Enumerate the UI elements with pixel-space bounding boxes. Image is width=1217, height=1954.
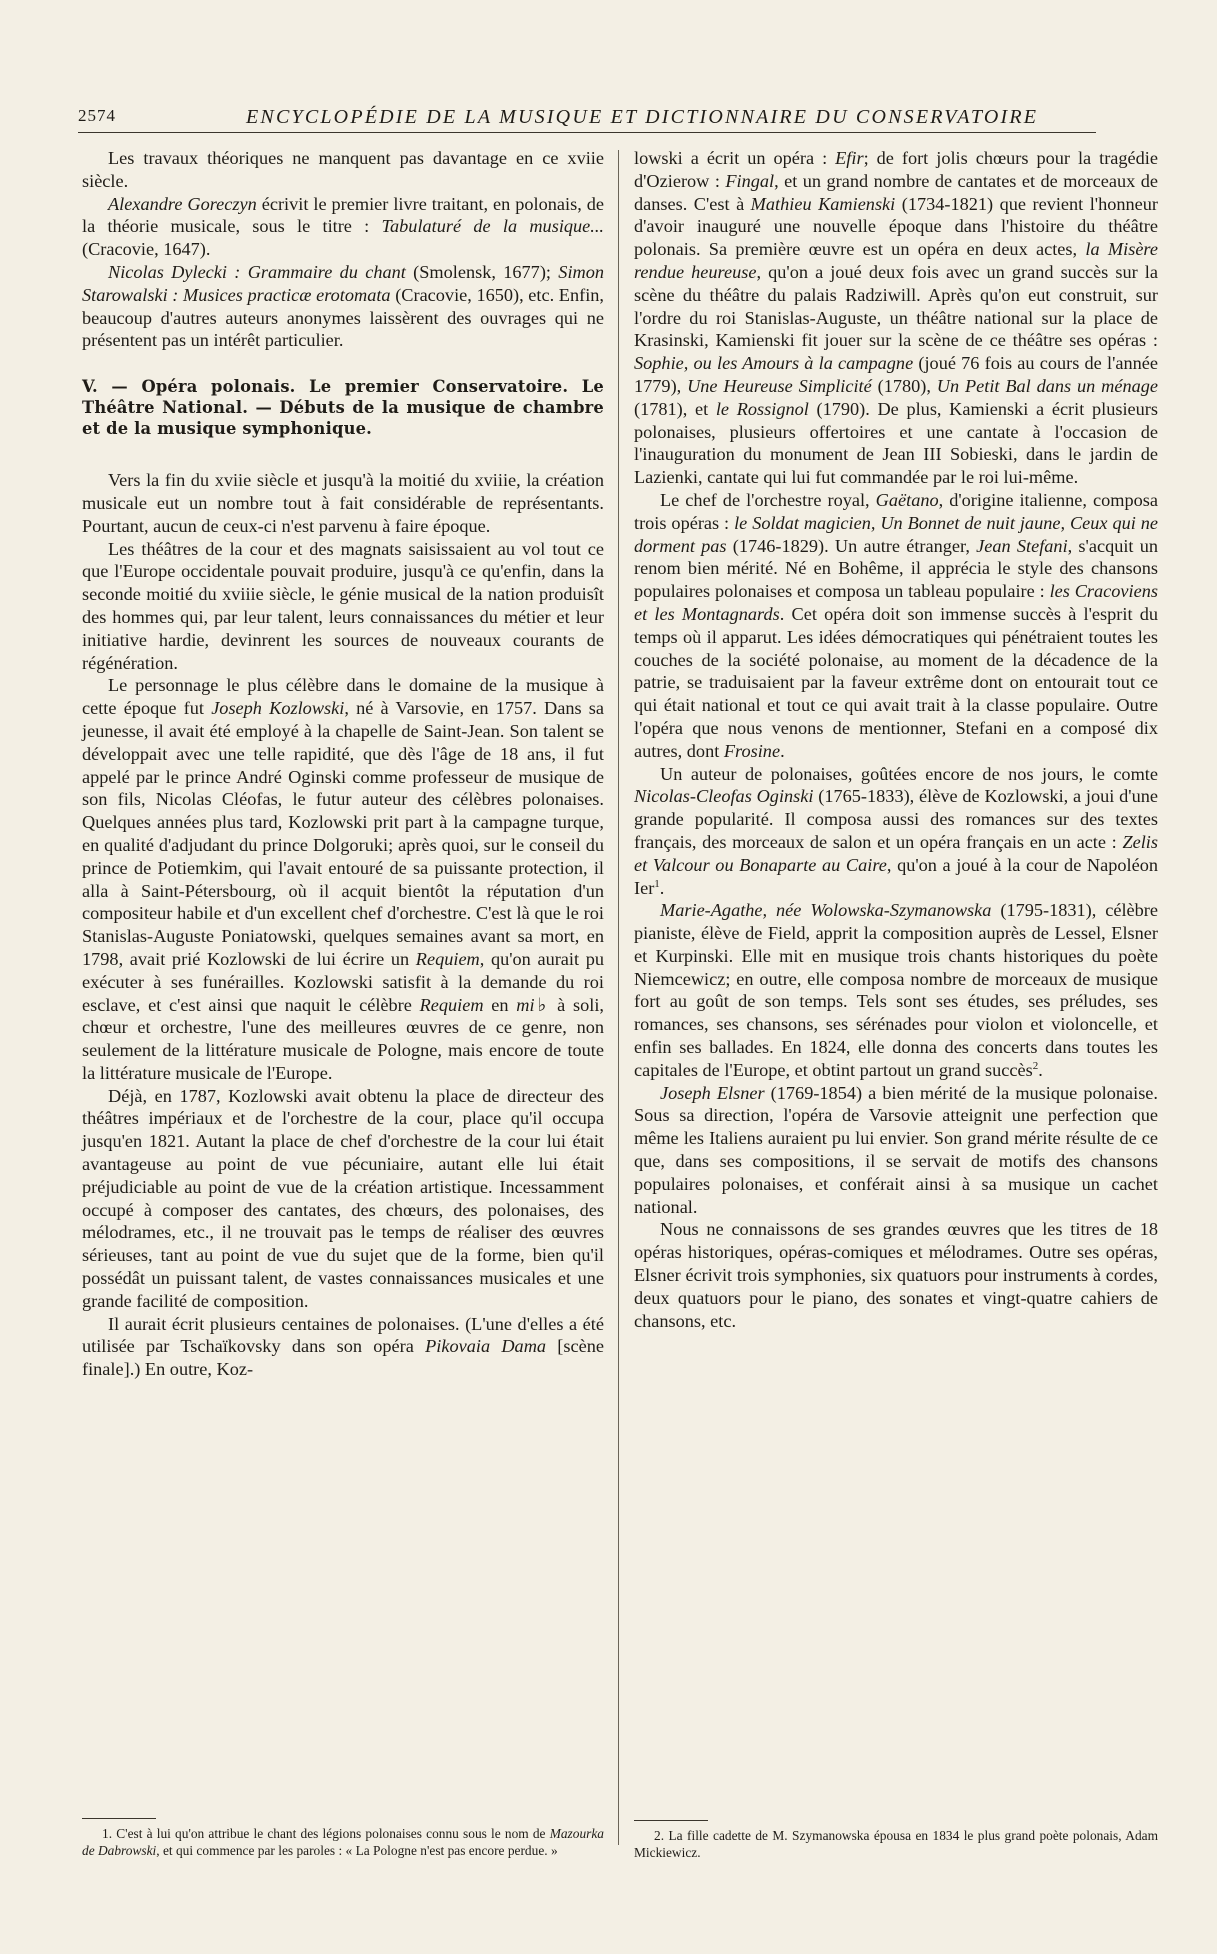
paragraph: Marie-Agathe, née Wolowska-Szymanowska (1795-1831), célèbre pianiste, élève de Field, apprit la composition auprès de Lessel, Elsner et Kurpinski. Elle mit en musique trois chants historiques du poète Niemcewicz; en outre, elle composa nombre de morceaux de musique fort au goût de son temps. Tels sont ses études, ses préludes, ses romances, ses chansons, ses sérénades pour violon et violoncelle, et enfin ses ballades. En 1824, elle donna des concerts dans toutes les capitales de l'Europe, et obtint partout un grand succès$^2$.: [634, 900, 1158, 1080]
page-header: [78, 106, 1096, 132]
paragraph: Nicolas Dylecki : Grammaire du chant (Smolensk, 1677); Simon Starowalski : Musices practicæ erotomata (Cracovie, 1650), etc. Enfin, beaucoup d'autres auteurs anonymes laissèrent des ouvrages qui ne présentent pas un intérêt particulier.: [82, 261, 604, 351]
column-divider: [618, 150, 619, 1845]
section-heading: V. — Opéra polonais. Le premier Conservatoire. Le Théâtre National. — Débuts de la musique de chambre et de la musique symphonique.: [82, 377, 604, 439]
running-title: ENCYCLOPÉDIE DE LA MUSIQUE ET DICTIONNAIRE DU CONSERVATOIRE: [246, 106, 1039, 128]
footnote-ref: 2: [1032, 1059, 1039, 1072]
right-column: [634, 147, 1158, 1332]
paragraph: Nous ne connaissons de ses grandes œuvres que les titres de 18 opéras historiques, opéras-comiques et mélodrames. Outre ses opéras, Elsner écrivit trois symphonies, six quatuors pour instruments à cordes, deux quatuors pour le piano, des sonates et vingt-quatre cahiers de chansons, etc.: [634, 1219, 1158, 1331]
footnote-ref: 1: [654, 877, 660, 890]
paragraph: Déjà, en 1787, Kozlowski avait obtenu la place de directeur des théâtres impériaux et de l'orchestre de la cour, place qu'il occupa jusqu'en 1821. Autant la place de chef d'orchestre de la cour lui était avantageuse au point de vue pécuniaire, autant elle lui était préjudiciable au point de vue de la création artistique. Incessamment occupé à composer des cantates, des chœurs, des polonaises, des mélodrames, etc., il ne trouvait pas le temps de réaliser des œuvres sérieuses, tant au point de vue du sujet que de la forme, bien qu'il possédât un puissant talent, de vastes connaissances musicales et une grande facilité de composition.: [82, 1085, 604, 1311]
page-number: 2574: [78, 106, 116, 125]
left-column: [82, 147, 604, 1381]
footnote-rule: [634, 1820, 708, 1821]
paragraph: Un auteur de polonaises, goûtées encore de nos jours, le comte Nicolas-Cleofas Oginski (1765-1833), élève de Kozlowski, a joui d'une grande popularité. Il composa aussi des romances sur des textes français, des morceaux de salon et un opéra français en un acte : Zelis et Valcour ou Bonaparte au Caire, qu'on a joué à la cour de Napoléon Ier$^1$.: [634, 763, 1158, 898]
paragraph: Le chef de l'orchestre royal, Gaëtano, d'origine italienne, composa trois opéras : le Soldat magicien, Un Bonnet de nuit jaune, Ceux qui ne dorment pas (1746-1829). Un autre étranger, Jean Stefani, s'acquit un renom bien mérité. Né en Bohême, il apprécia le style des chansons populaires polonaises et composa un tableau populaire : les Cracoviens et les Montagnards. Cet opéra doit son immense succès à l'esprit du temps où il apparut. Les idées démocratiques qui pénétraient toutes les couches de la société polonaise, au moment de la décadence de la patrie, se traduisaient par la faveur extrême dont on entourait tout ce qui était national et tout ce qui avait trait à la classe populaire. Outre l'opéra que nous venons de mentionner, Stefani en a composé dix autres, dont Frosine.: [634, 489, 1159, 761]
footnote-2: 2. La fille cadette de M. Szymanowska épousa en 1834 le plus grand poète polonais, Adam Mickiewicz.: [634, 1828, 1158, 1860]
paragraph: Les théâtres de la cour et des magnats saisissaient au vol tout ce que l'Europe occidentale pouvait produire, jusqu'à ce qu'enfin, dans la seconde moitié du xviiie siècle, le génie musical de la nation produisît des hommes qui, par leur talent, leurs connaissances du métier et leur initiative hardie, devinrent les sources de nouveaux courants de régénération.: [82, 538, 604, 673]
paragraph: Alexandre Goreczyn écrivit le premier livre traitant, en polonais, de la théorie musicale, sous le titre : Tabulaturé de la musique... (Cracovie, 1647).: [82, 193, 604, 260]
footnote-left: [82, 1818, 604, 1859]
paragraph: Vers la fin du xviie siècle et jusqu'à la moitié du xviiie, la création musicale eut un nombre tout à fait considérable de représentants. Pourtant, aucun de ceux-ci n'est parvenu à faire époque.: [82, 470, 604, 536]
paragraph: Les travaux théoriques ne manquent pas davantage en ce xviie siècle.: [82, 148, 604, 191]
paragraph: Il aurait écrit plusieurs centaines de polonaises. (L'une d'elles a été utilisée par Tschaïkovsky dans son opéra Pikovaia Dama [scène finale].) En outre, Koz-: [82, 1313, 604, 1380]
footnote-right: [634, 1820, 1158, 1861]
paragraph: Le personnage le plus célèbre dans le domaine de la musique à cette époque fut Joseph Kozlowski, né à Varsovie, en 1757. Dans sa jeunesse, il avait été employé à la chapelle de Saint-Jean. Son talent se développait avec une telle rapidité, que dès l'âge de 18 ans, il fut appelé par le prince André Oginski comme professeur de musique de son fils, Nicolas Cléofas, le futur auteur des célèbres polonaises. Quelques années plus tard, Kozlowski prit part à la campagne turque, en qualité d'adjudant du prince Dolgoruki; après quoi, sur le conseil du prince de Potiemkim, qui l'avait entouré de sa puissante protection, il alla à Saint-Pétersbourg, où il acquit bientôt la réputation d'un compositeur habile et d'un excellent chef d'orchestre. C'est là que le roi Stanislas-Auguste Poniatowski, quelques semaines avant sa mort, en 1798, avait prié Kozlowski de lui écrire un Requiem, qu'on aurait pu exécuter à ses funérailles. Kozlowski satisfit à la demande du roi esclave, et c'est ainsi que naquit le célèbre Requiem en mi♭ à soli, chœur et orchestre, l'une des meilleures œuvres de ce genre, non seulement de la littérature musicale de Pologne, mais encore de toute la littérature musicale de l'Europe.: [82, 675, 605, 1083]
footnote-1: 1. C'est à lui qu'on attribue le chant des légions polonaises connu sous le nom de Mazourka de Dabrowski, et qui commence par les paroles : « La Pologne n'est pas encore perdue. »: [82, 1826, 604, 1858]
paragraph: lowski a écrit un opéra : Efir; de fort jolis chœurs pour la tragédie d'Ozierow : Fingal, et un grand nombre de cantates et de morceaux de danses. C'est à Mathieu Kamienski (1734-1821) que revient l'honneur d'avoir inauguré une nouvelle époque dans l'histoire du théâtre polonais. Sa première œuvre est un opéra en deux actes, la Misère rendue heureuse, qu'on a joué deux fois avec un grand succès sur la scène du théâtre du palais Radziwill. Après qu'on eut construit, sur l'ordre du roi Stanislas-Auguste, un théâtre national sur la place de Krasinski, Kamienski fit jouer sur la scène de ce théâtre ses opéras : Sophie, ou les Amours à la campagne (joué 76 fois au cours de l'année 1779), Une Heureuse Simplicité (1780), Un Petit Bal dans un ménage (1781), et le Rossignol (1790). De plus, Kamienski a écrit plusieurs polonaises, plusieurs offertoires et une cantate à l'occasion de l'inauguration du monument de Jean III Sobieski, dans le jardin de Lazienki, cantate qui lui fut commandée par le roi lui-même.: [634, 148, 1159, 488]
paragraph: Joseph Elsner (1769-1854) a bien mérité de la musique polonaise. Sous sa direction, l'opéra de Varsovie atteignit une perfection que même les Italiens auraient pu lui envier. Son grand mérite résulte de ce que, dans ses compositions, il se servait de motifs des chansons populaires polonaises, et conférait ainsi à sa musique un cachet national.: [634, 1082, 1158, 1217]
header-rule: [78, 132, 1096, 133]
footnote-rule: [82, 1818, 156, 1819]
